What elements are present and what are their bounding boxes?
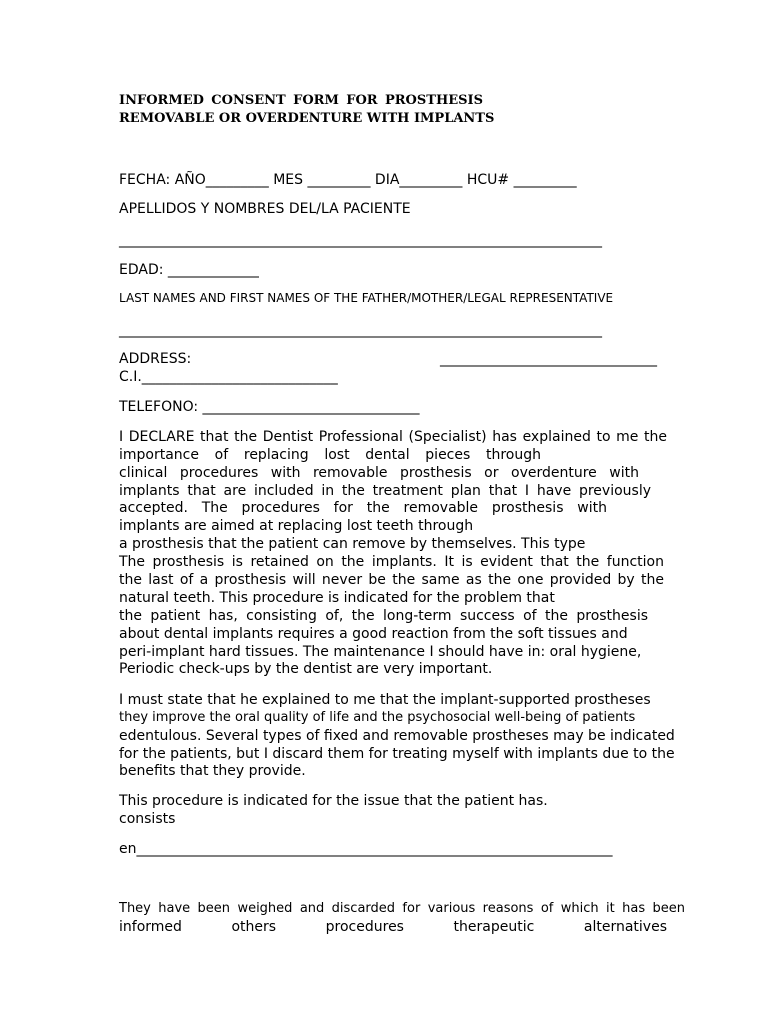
patient-name-label: APELLIDOS Y NOMBRES DEL/LA PACIENTE [119, 201, 411, 217]
representative-name-label: LAST NAMES AND FIRST NAMES OF THE FATHER/MOTHER/LEGAL REPRESENTATIVE [119, 291, 614, 305]
patient-name-blank[interactable]: _____________________________________________________________________ [119, 232, 602, 248]
paragraph-line: implants are aimed at replacing lost teeth through [119, 518, 474, 534]
fecha-field-line[interactable]: FECHA: AÑO_________ MES _________ DIA_________ HCU# _________ [119, 172, 577, 188]
en-field-line[interactable]: en____________________________________________________________________ [119, 841, 613, 857]
paragraph-line: peri-implant hard tissues. The maintenance I should have in: oral hygiene, [119, 644, 642, 660]
address-blank[interactable]: _______________________________ [440, 351, 657, 367]
paragraph-line: edentulous. Several types of fixed and removable prostheses may be indicated [119, 728, 675, 744]
paragraph-line: implants that are included in the treatment plan that I have previously [119, 483, 651, 499]
paragraph-line: natural teeth. This procedure is indicated for the problem that [119, 590, 555, 606]
paragraph-line: accepted. The procedures for the removable prosthesis with [119, 500, 607, 516]
paragraph-line: a prosthesis that the patient can remove by themselves. This type [119, 536, 586, 552]
telefono-field-line[interactable]: TELEFONO: _______________________________ [119, 399, 420, 415]
paragraph-line: for the patients, but I discard them for treating myself with implants due to the [119, 746, 675, 762]
ci-field-line[interactable]: C.I.____________________________ [119, 369, 338, 385]
representative-name-blank[interactable]: _____________________________________________________________________ [119, 322, 602, 338]
paragraph-line: the patient has, consisting of, the long-term success of the prosthesis [119, 608, 648, 624]
paragraph-line: I must state that he explained to me that the implant-supported prostheses [119, 692, 651, 708]
form-title-line-2: REMOVABLE OR OVERDENTURE WITH IMPLANTS [119, 111, 495, 126]
alternatives-line-1: They have been weighed and discarded for various reasons of which it has been [119, 901, 685, 916]
alternatives-line-2: informed others procedures therapeutic alternatives [119, 919, 667, 935]
paragraph-line: importance of replacing lost dental pieces through [119, 447, 541, 463]
consists-line: consists [119, 811, 176, 827]
form-title-line-1: INFORMED CONSENT FORM FOR PROSTHESIS [119, 93, 483, 108]
paragraph-line: they improve the oral quality of life and the psychosocial well-being of patients [119, 710, 636, 725]
paragraph-line: benefits that they provide. [119, 763, 306, 779]
paragraph-line: the last of a prosthesis will never be the same as the one provided by the [119, 572, 664, 588]
paragraph-line: about dental implants requires a good reaction from the soft tissues and [119, 626, 628, 642]
paragraph-line: I DECLARE that the Dentist Professional (Specialist) has explained to me the [119, 429, 667, 445]
edad-field-line[interactable]: EDAD: _____________ [119, 262, 259, 278]
paragraph-line: Periodic check-ups by the dentist are very important. [119, 661, 493, 677]
address-label: ADDRESS: [119, 351, 192, 367]
paragraph-line: clinical procedures with removable prosthesis or overdenture with [119, 465, 639, 481]
paragraph-line: The prosthesis is retained on the implants. It is evident that the function [119, 554, 664, 570]
procedure-issue-line: This procedure is indicated for the issue that the patient has. [119, 793, 548, 809]
